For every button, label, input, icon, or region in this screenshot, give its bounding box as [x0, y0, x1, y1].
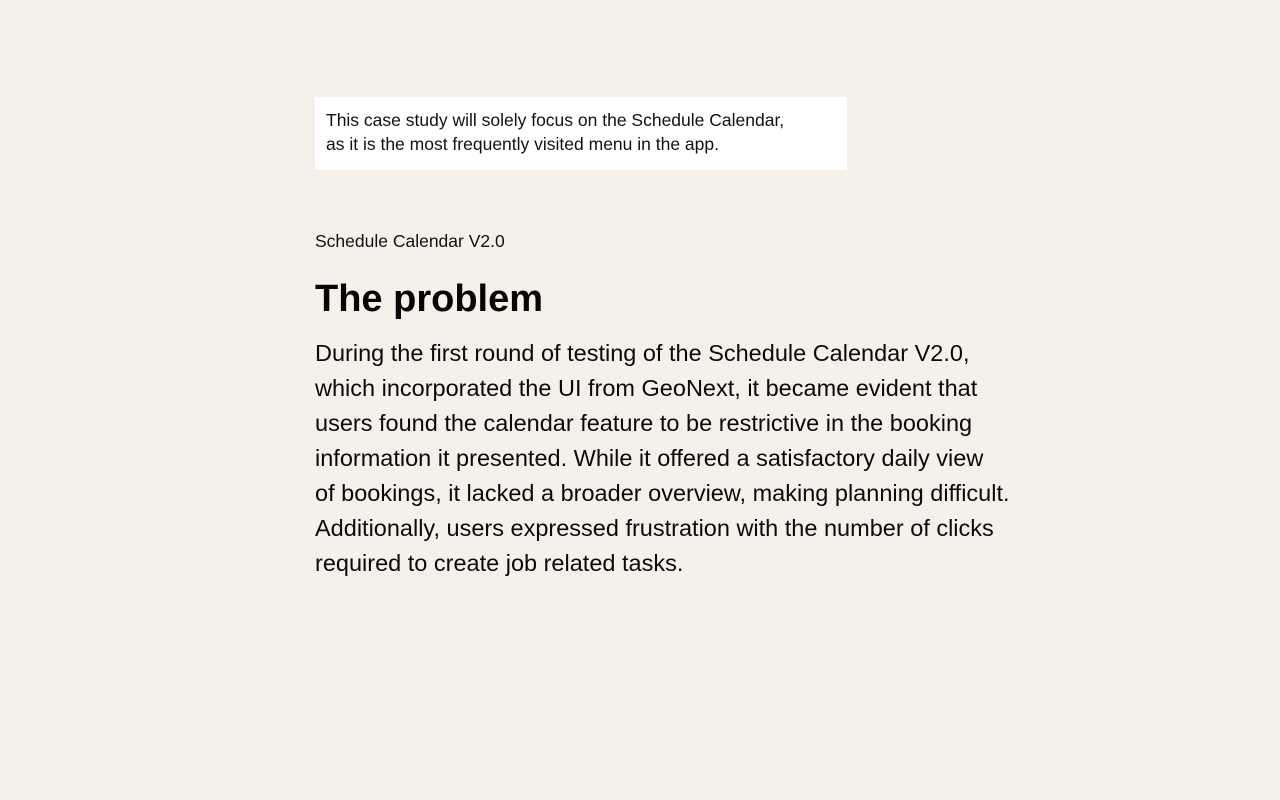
callout-note-line: as it is the most frequently visited menu in the app.	[326, 134, 719, 154]
body-line: users found the calendar feature to be restrictive in the booking	[315, 410, 973, 436]
body-line: During the first round of testing of the Schedule Calendar V2.0,	[315, 340, 970, 366]
section-eyebrow: Schedule Calendar V2.0	[315, 231, 505, 251]
callout-note-line: This case study will solely focus on the Schedule Calendar,	[326, 110, 785, 130]
section-body	[315, 336, 1055, 581]
body-line: Additionally, users expressed frustration with the number of clicks	[315, 515, 994, 541]
section-title: The problem	[315, 278, 544, 320]
body-line: which incorporated the UI from GeoNext, it became evident that	[315, 375, 978, 401]
callout-note	[315, 97, 847, 170]
body-line: information it presented. While it offered a satisfactory daily view	[315, 445, 984, 471]
body-line: required to create job related tasks.	[315, 550, 684, 576]
body-line: of bookings, it lacked a broader overview, making planning difficult.	[315, 480, 1010, 506]
